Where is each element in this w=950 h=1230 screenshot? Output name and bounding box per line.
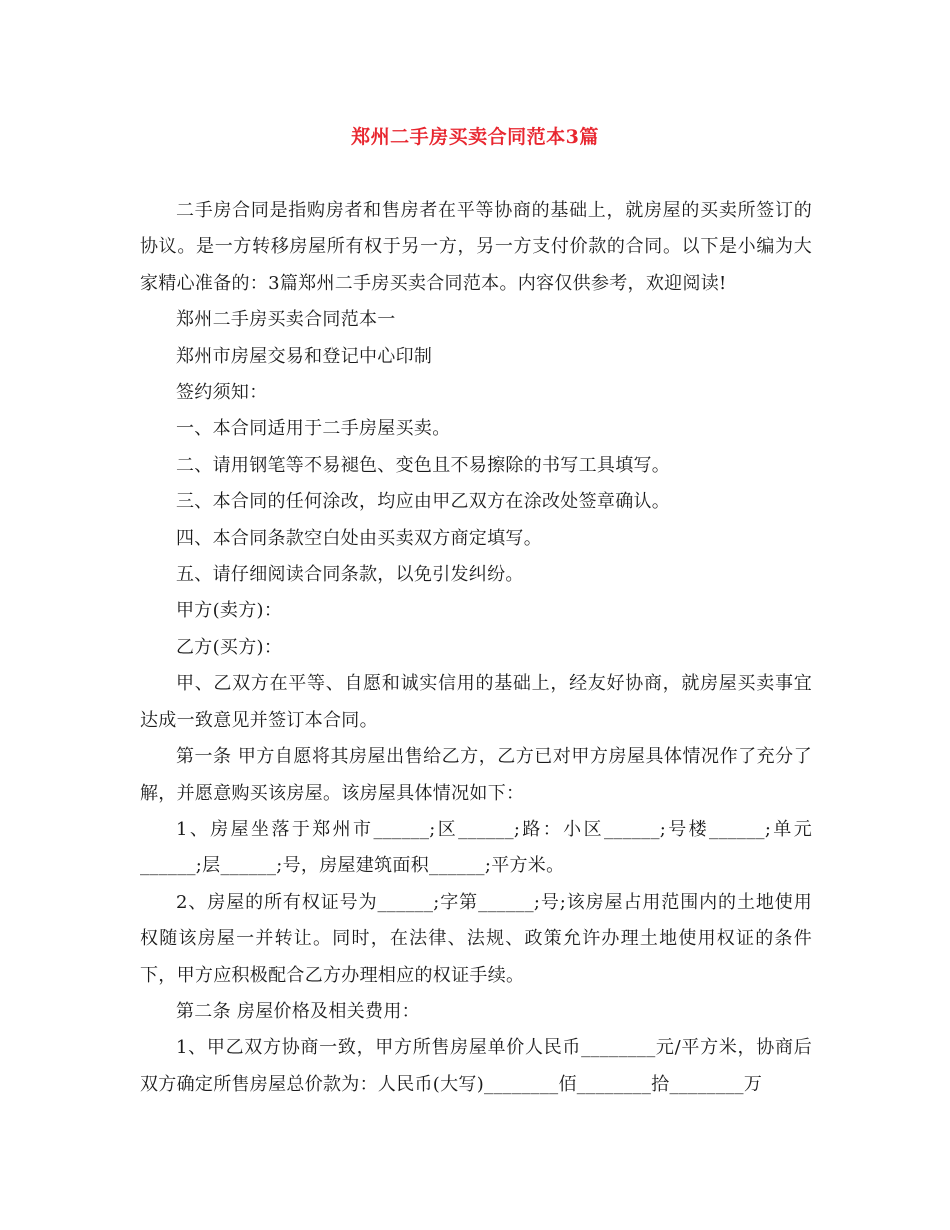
article-two: 第二条 房屋价格及相关费用： — [176, 1000, 420, 1022]
party-a-line: 甲方(卖方)： — [176, 600, 283, 622]
notice-item: 一、本合同适用于二手房屋买卖。 — [176, 418, 451, 440]
notice-item: 二、请用钢笔等不易褪色、变色且不易擦除的书写工具填写。 — [176, 454, 671, 476]
agreement-paragraph: 甲、乙双方在平等、自愿和诚实信用的基础上，经友好协商，就房屋买卖事宜达成一致意见并签订本合同。 — [140, 673, 812, 731]
notice-item: 三、本合同的任何涂改，均应由甲乙双方在涂改处签章确认。 — [176, 491, 671, 513]
notice-item: 四、本合同条款空白处由买卖双方商定填写。 — [176, 527, 542, 549]
party-b-line: 乙方(买方)： — [176, 636, 283, 658]
article-one: 第一条 甲方自愿将其房屋出售给乙方，乙方已对甲方房屋具体情况作了充分了解，并愿意购买该房屋。该房屋具体情况如下： — [140, 746, 812, 804]
signing-notice-heading: 签约须知： — [176, 382, 268, 404]
article-two-clause: 1、甲乙双方协商一致，甲方所售房屋单价人民币________元/平方米，协商后双方确定所售房屋总价款为：人民币(大写)________佰________拾________万 — [140, 1037, 812, 1095]
article-one-clause: 2、房屋的所有权证号为______;字第______;号;该房屋占用范围内的土地使用权随该房屋一并转让。同时，在法律、法规、政策允许办理土地使用权证的条件下，甲方应积极配合乙方办理相应的权证手续。 — [140, 891, 812, 986]
document-title: 郑州二手房买卖合同范本3篇 — [351, 126, 599, 148]
printer-line: 郑州市房屋交易和登记中心印制 — [176, 345, 433, 367]
notice-item: 五、请仔细阅读合同条款，以免引发纠纷。 — [176, 564, 524, 586]
contract-heading: 郑州二手房买卖合同范本一 — [176, 309, 396, 331]
intro-paragraph: 二手房合同是指购房者和售房者在平等协商的基础上，就房屋的买卖所签订的协议。是一方转移房屋所有权于另一方，另一方支付价款的合同。以下是小编为大家精心准备的：3篇郑州二手房买卖合同范本。内容仅供参考，欢迎阅读! — [140, 200, 812, 294]
document-body — [140, 193, 812, 1103]
article-one-clause: 1、房屋坐落于郑州市______;区______;路：小区______;号楼______;单元______;层______;号，房屋建筑面积______;平方米。 — [140, 818, 812, 877]
